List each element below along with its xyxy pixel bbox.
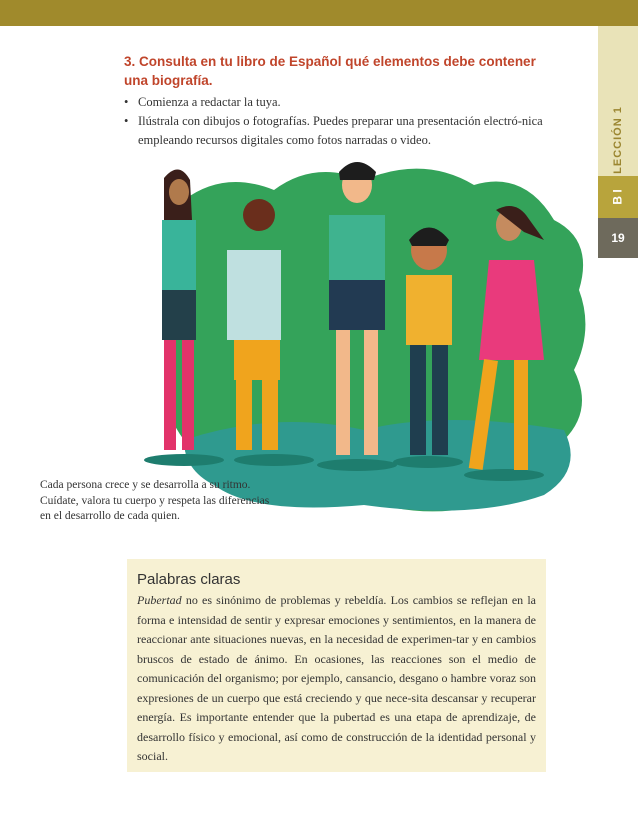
caption-line: Cada persona crece y se desarrolla a su ritmo. — [40, 479, 251, 491]
block-text: B I — [611, 189, 625, 205]
bullet-item: • Comienza a redactar la tuya. — [124, 93, 564, 112]
activity-bullets — [124, 93, 564, 150]
glossary-box — [127, 559, 546, 772]
children-illustration — [124, 160, 594, 520]
bullet-item: • Ilústrala con dibujos o fotografías. Puedes preparar una presentación electró-nica empleando recursos digitales como fotos narradas o video. — [124, 112, 564, 150]
illustration-caption — [40, 478, 290, 525]
lesson-text: LECCIÓN 1 — [612, 106, 624, 174]
caption-line: Cuídate, valora tu cuerpo y respeta las diferencias — [40, 494, 270, 507]
page-number — [598, 218, 638, 258]
block-label — [598, 176, 638, 218]
caption-line: en el desarrollo de cada quien. — [40, 510, 180, 522]
glossary-text — [137, 591, 536, 767]
page-number-text: 19 — [611, 231, 625, 245]
top-color-bar — [0, 0, 638, 26]
glossary-term: Pubertad — [137, 593, 182, 607]
activity-heading: 3. Consulta en tu libro de Español qué elementos debe contener una biografía. — [124, 54, 536, 88]
glossary-body: no es sinónimo de problemas y rebeldía. Los cambios se reflejan en la forma e intensidad de sentir y expresar emociones y sentimientos, en la manera de reaccionar ante situaciones nuevas, en la necesidad de experimen-tar y en cambios bruscos de estado de ánimo. En ocasiones, las reacciones son el medio de comunicación del organismo; por ejemplo, cansancio, desgano o hambre voraz son expresiones de un cuerpo que está creciendo y que nece-sita descansar y recuperar energía. Es importante entender que la pubertad es una etapa de aprendizaje, de desarrollo físico y emocional, así como de construcción de la identidad personal y social. — [137, 593, 536, 763]
glossary-title: Palabras claras — [137, 571, 241, 588]
